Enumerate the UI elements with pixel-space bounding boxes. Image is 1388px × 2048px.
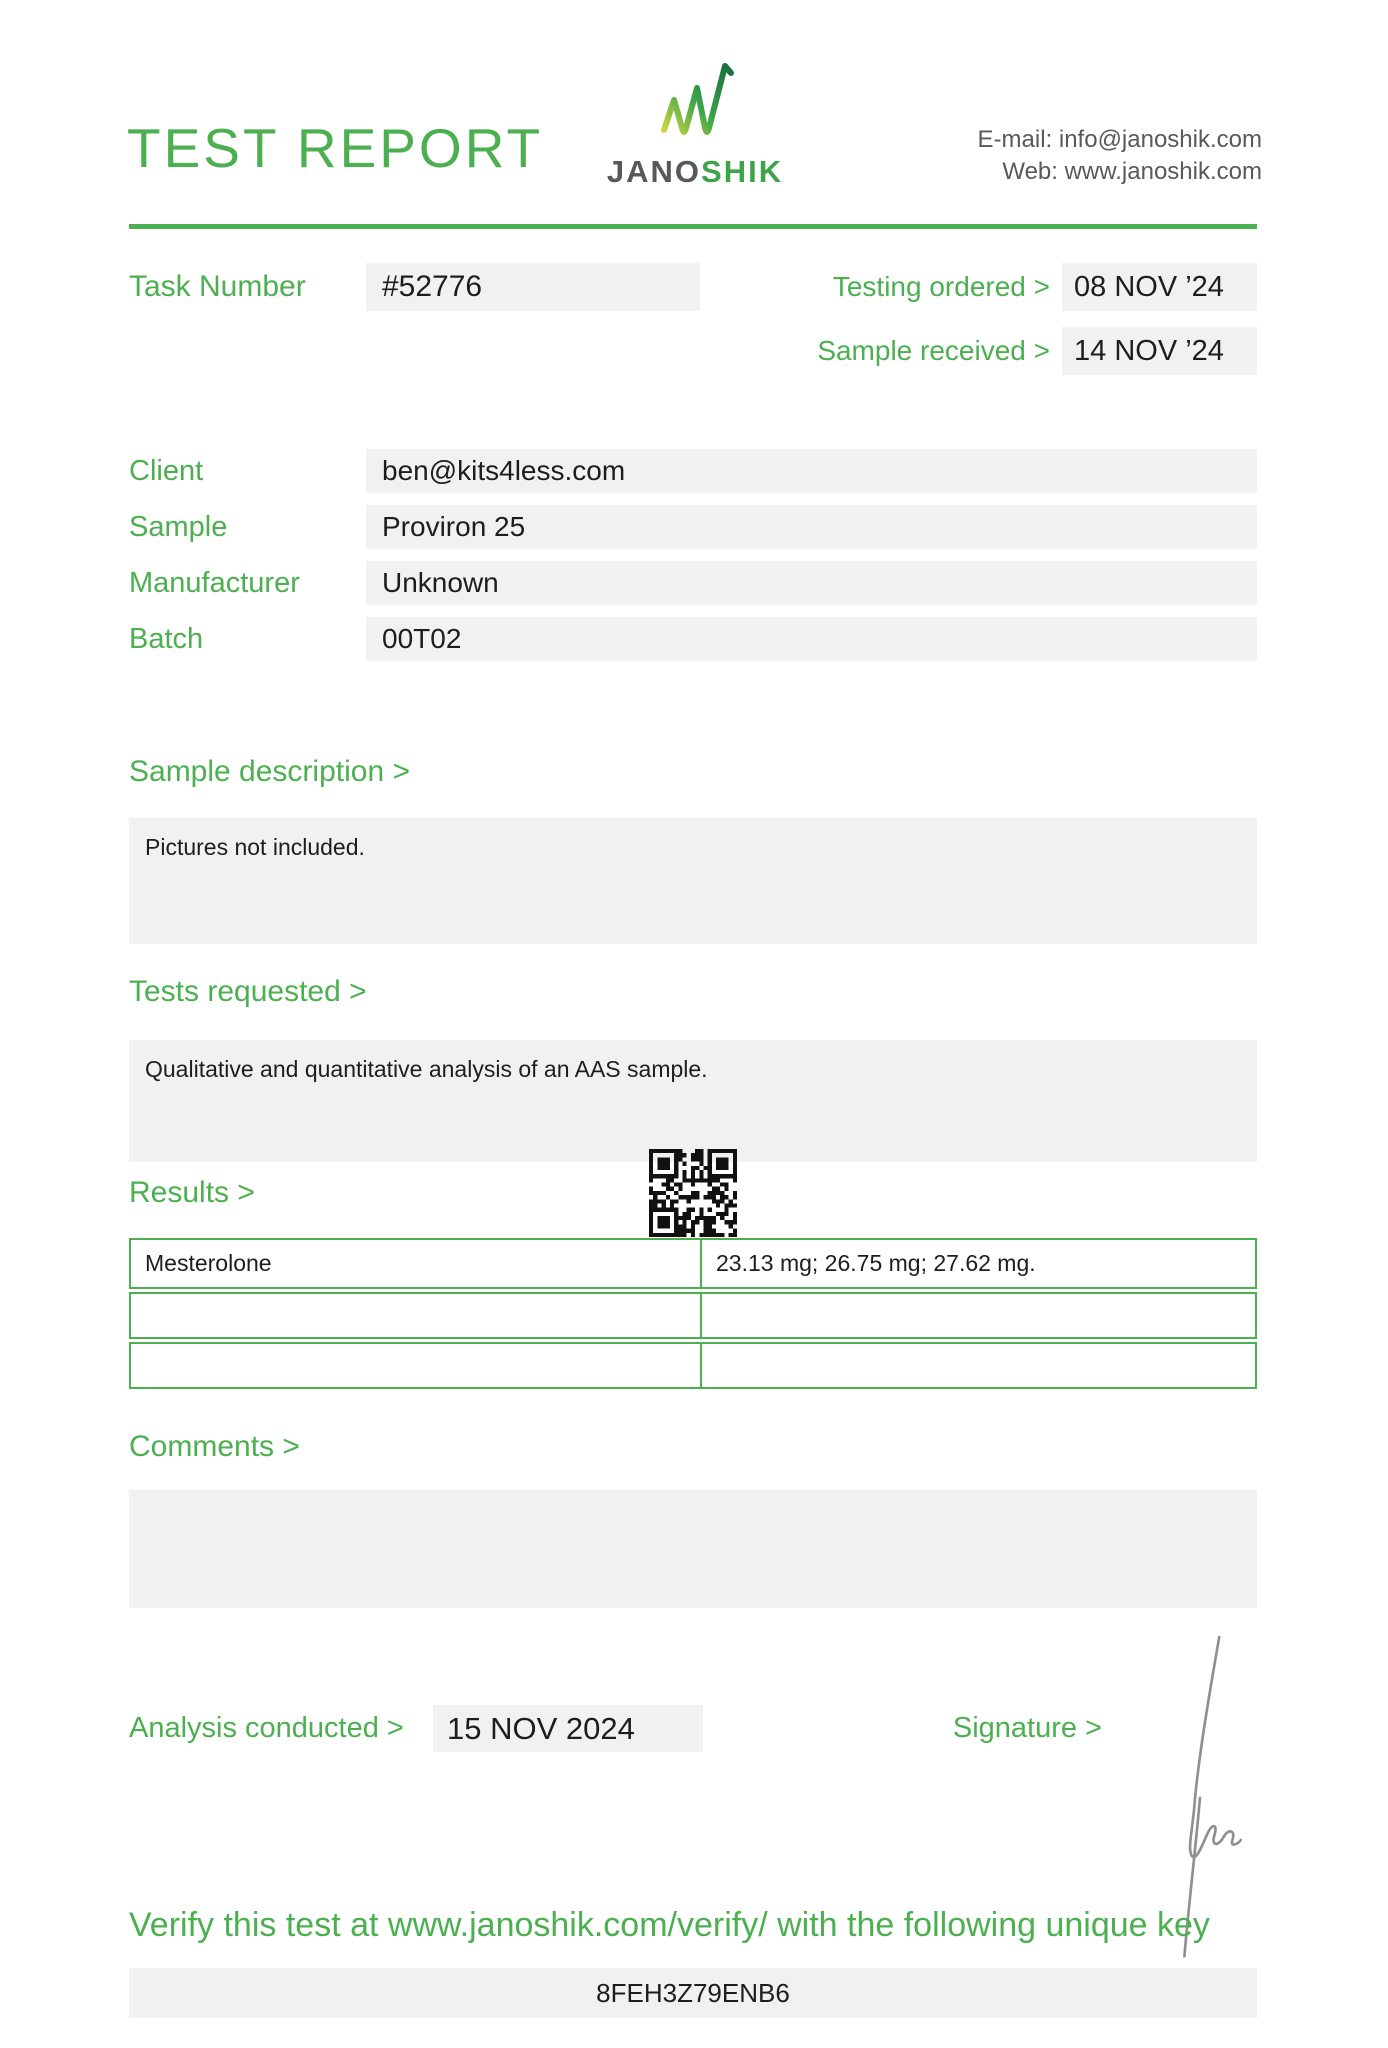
sample-value: Proviron 25 [366,505,1257,549]
page-title: TEST REPORT [127,117,544,179]
sample-label: Sample [129,511,228,543]
signature-scribble [1128,1630,1248,1900]
unique-key-value: 8FEH3Z79ENB6 [129,1968,1257,2018]
analysis-conducted-label: Analysis conducted > [129,1712,404,1744]
tests-requested-box [129,1040,1257,1162]
result-value-cell [702,1294,1255,1337]
comments-heading: Comments > [129,1430,300,1463]
task-number-value: #52776 [366,263,700,311]
results-table-row [129,1238,1257,1289]
testing-ordered-label: Testing ordered > [832,271,1050,302]
tests-requested-heading: Tests requested > [129,975,367,1008]
manufacturer-label: Manufacturer [129,567,300,599]
testing-ordered-value: 08 NOV ’24 [1062,263,1257,311]
analysis-conducted-date: 15 NOV 2024 [433,1705,703,1752]
client-label: Client [129,455,204,487]
signature-label: Signature > [952,1712,1102,1744]
client-value: ben@kits4less.com [366,449,1257,493]
header-divider [129,224,1257,229]
tests-requested-text: Qualitative and quantitative analysis of an AAS sample. [145,1056,708,1082]
contact-info [978,124,1262,188]
janoshik-logo [575,58,815,189]
sample-description-heading: Sample description > [129,755,410,788]
result-substance-cell [131,1294,702,1337]
qr-code [649,1149,737,1237]
chart-peaks-icon [653,58,737,150]
contact-web: Web: www.janoshik.com [1002,158,1262,185]
sample-received-label: Sample received > [817,335,1050,366]
result-substance-cell [131,1344,702,1387]
task-number-label: Task Number [129,270,306,303]
result-value-cell: 23.13 mg; 26.75 mg; 27.62 mg. [716,1250,1036,1276]
sample-description-box [129,818,1257,944]
result-value-cell [702,1344,1255,1387]
sample-description-text: Pictures not included. [145,834,365,860]
contact-email: E-mail: info@janoshik.com [977,126,1262,153]
verify-instruction: Verify this test at www.janoshik.com/verify/ with the following unique key [129,1906,1210,1944]
logo-wordmark [575,155,815,189]
batch-value: 00T02 [366,617,1257,661]
results-heading: Results > [129,1176,255,1209]
result-substance-cell: Mesterolone [131,1240,702,1287]
logo-text-jano: JANO [606,154,702,189]
batch-label: Batch [129,623,204,655]
results-table-row [129,1342,1257,1389]
sample-received-value: 14 NOV ’24 [1062,327,1257,375]
results-table-row [129,1292,1257,1339]
comments-box [129,1490,1257,1608]
logo-text-shik: SHIK [701,154,784,189]
manufacturer-value: Unknown [366,561,1257,605]
